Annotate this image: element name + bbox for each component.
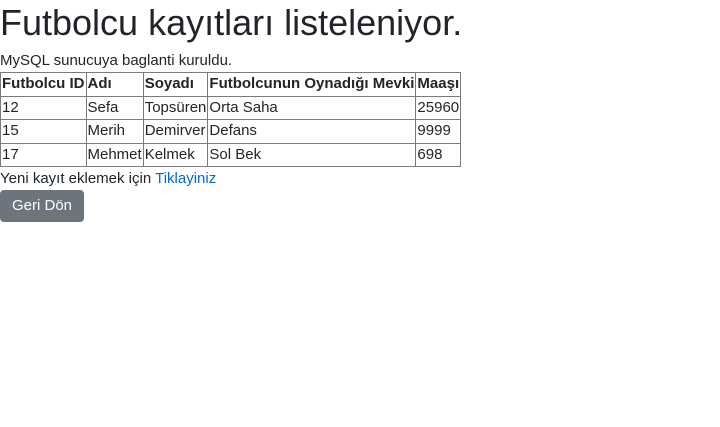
header-player-id: Futbolcu ID — [1, 73, 87, 97]
cell-player-id: 17 — [1, 143, 87, 167]
cell-salary: 25960 — [416, 96, 461, 120]
cell-first-name: Sefa — [86, 96, 143, 120]
players-table — [0, 72, 461, 167]
cell-first-name: Mehmet — [86, 143, 143, 167]
cell-first-name: Merih — [86, 120, 143, 144]
table-row — [1, 143, 461, 167]
table-row — [1, 120, 461, 144]
cell-last-name: Topsüren — [143, 96, 208, 120]
page-title: Futbolcu kayıtları listeleniyor. — [0, 2, 463, 43]
cell-position: Orta Saha — [208, 96, 416, 120]
header-first-name: Adı — [86, 73, 143, 97]
header-salary: Maaşı — [416, 73, 461, 97]
connection-status: MySQL sunucuya baglanti kuruldu. — [0, 52, 233, 70]
cell-position: Defans — [208, 120, 416, 144]
new-record-line — [0, 170, 720, 188]
header-last-name: Soyadı — [143, 73, 208, 97]
table-row — [1, 96, 461, 120]
header-position: Futbolcunun Oynadığı Mevki — [208, 73, 416, 97]
back-button[interactable]: Geri Dön — [0, 190, 84, 222]
table-header-row — [1, 73, 461, 97]
cell-salary: 698 — [416, 143, 461, 167]
cell-position: Sol Bek — [208, 143, 416, 167]
cell-player-id: 15 — [1, 120, 87, 144]
add-record-link[interactable]: Tiklayiniz — [155, 170, 217, 188]
cell-player-id: 12 — [1, 96, 87, 120]
cell-last-name: Kelmek — [143, 143, 208, 167]
cell-last-name: Demirver — [143, 120, 208, 144]
cell-salary: 9999 — [416, 120, 461, 144]
new-record-text: Yeni kayıt eklemek için — [0, 170, 152, 188]
